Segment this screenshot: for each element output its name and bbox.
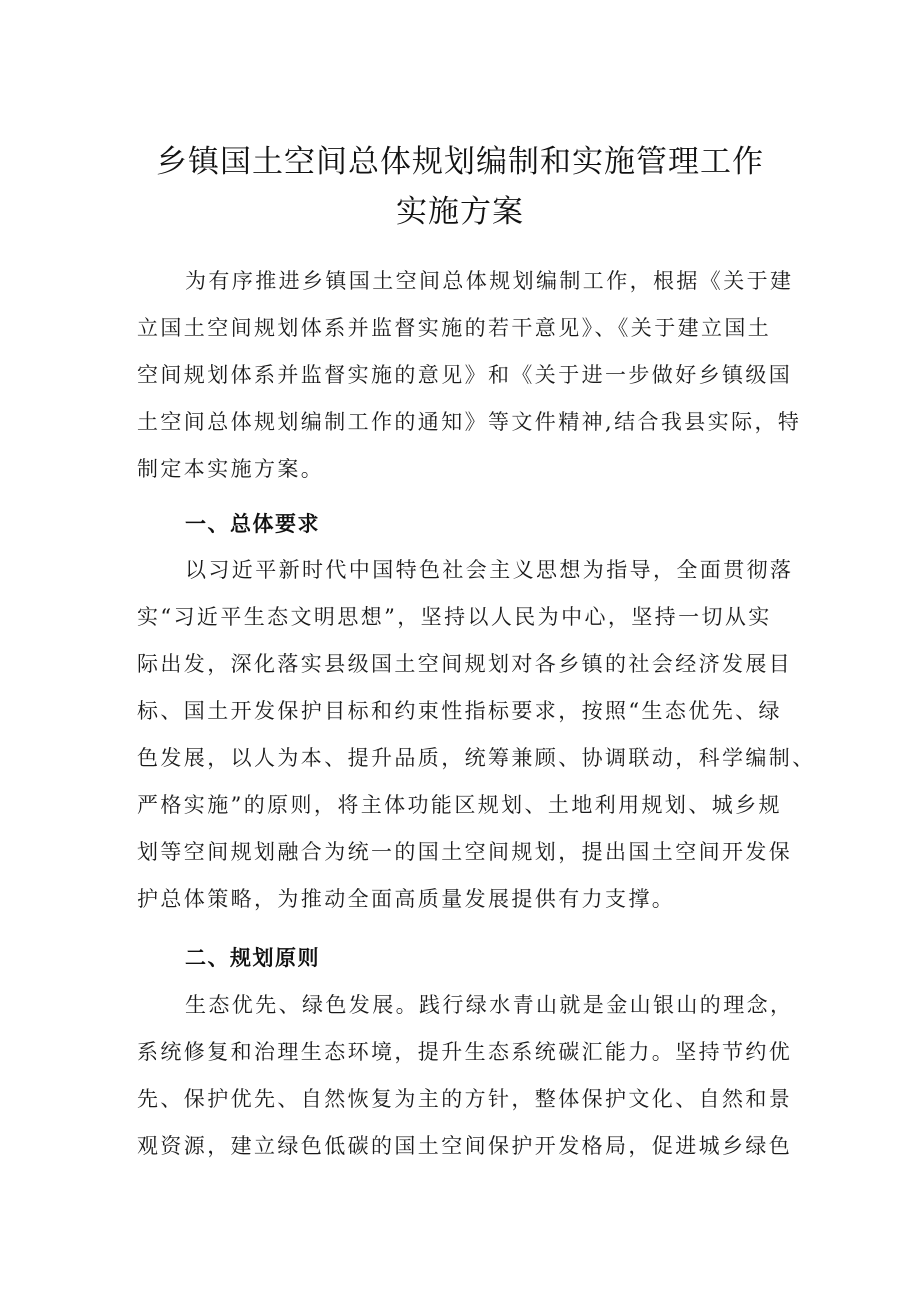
document-title-line-2: 实施方案: [396, 194, 524, 230]
paragraph-line: 际出发，深化落实县级国土空间规划对各乡镇的社会经济发展目: [137, 652, 793, 676]
section2-paragraph: [137, 982, 793, 1170]
section-heading-general-requirements: 一、总体要求: [185, 512, 320, 536]
section1-paragraph: [137, 547, 816, 923]
paragraph-line: 土空间总体规划编制工作的通知》等文件精神,结合我县实际，特: [137, 410, 802, 434]
paragraph-line: 观资源，建立绿色低碳的国土空间保护开发格局，促进城乡绿色: [137, 1134, 793, 1158]
paragraph-line: 先、保护优先、自然恢复为主的方针，整体保护文化、自然和景: [137, 1087, 793, 1111]
paragraph-line: 立国土空间规划体系并监督实施的若干意见》、《关于建立国土: [137, 316, 772, 340]
paragraph-line: 实“习近平生态文明思想”，坚持以人民为中心，坚持一切从实: [137, 605, 772, 629]
intro-paragraph: [137, 258, 802, 493]
paragraph-line: 以习近平新时代中国特色社会主义思想为指导，全面贯彻落: [185, 558, 794, 582]
paragraph-line: 护总体策略，为推动全面高质量发展提供有力支撑。: [137, 887, 676, 911]
paragraph-line: 标、国土开发保护目标和约束性指标要求，按照“生态优先、绿: [137, 699, 782, 723]
paragraph-line: 系统修复和治理生态环境，提升生态系统碳汇能力。坚持节约优: [137, 1040, 793, 1064]
paragraph-line: 色发展，以人为本、提升品质，统筹兼顾、协调联动，科学编制、: [137, 746, 816, 770]
section-heading-planning-principles: 二、规划原则: [185, 946, 320, 970]
document-title-line-1: 乡镇国土空间总体规划编制和实施管理工作: [156, 144, 764, 180]
paragraph-line: 为有序推进乡镇国土空间总体规划编制工作，根据《关于建: [185, 269, 794, 293]
paragraph-line: 严格实施”的原则，将主体功能区规划、土地利用规划、城乡规: [137, 793, 782, 817]
paragraph-line: 划等空间规划融合为统一的国土空间规划，提出国土空间开发保: [137, 840, 793, 864]
paragraph-line: 制定本实施方案。: [137, 457, 325, 481]
paragraph-line: 生态优先、绿色发展。践行绿水青山就是金山银山的理念，: [185, 993, 794, 1017]
paragraph-line: 空间规划体系并监督实施的意见》和《关于进一步做好乡镇级国: [137, 363, 793, 387]
